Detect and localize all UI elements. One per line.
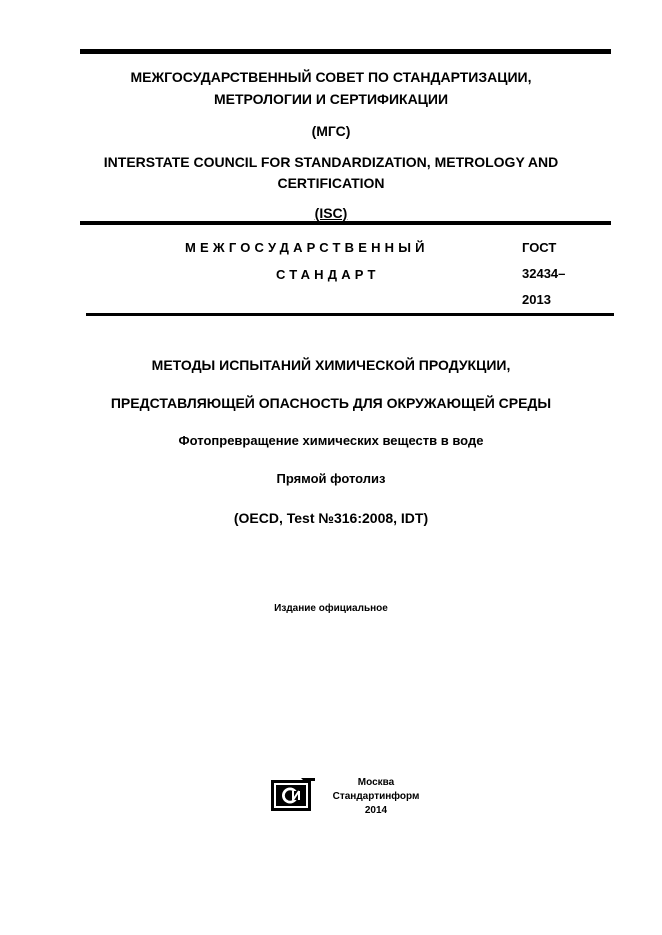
- council-name-en-line1: INTERSTATE COUNCIL FOR STANDARDIZATION, METROLOGY AND: [103, 154, 559, 170]
- publisher-year: 2014: [364, 805, 388, 816]
- publisher-name: Стандартинформ: [332, 791, 420, 802]
- document-title-line2: ПРЕДСТАВЛЯЮЩЕЙ ОПАСНОСТЬ ДЛЯ ОКРУЖАЮЩЕЙ СРЕДЫ: [110, 395, 552, 411]
- standard-type-line1: МЕЖГОСУДАРСТВЕННЫЙ: [185, 240, 429, 255]
- gost-year: 2013: [522, 292, 551, 307]
- bottom-rule: [86, 313, 614, 316]
- council-name-ru-line1: МЕЖГОСУДАРСТВЕННЫЙ СОВЕТ ПО СТАНДАРТИЗАЦИИ,: [130, 69, 532, 85]
- document-subtitle-2: Прямой фотолиз: [276, 471, 386, 486]
- gost-number: 32434–: [522, 266, 566, 281]
- publisher-city: Москва: [357, 777, 395, 788]
- middle-rule: [80, 221, 611, 225]
- council-name-ru-line2: МЕТРОЛОГИИ И СЕРТИФИКАЦИИ: [213, 91, 449, 107]
- document-title-line1: МЕТОДЫ ИСПЫТАНИЙ ХИМИЧЕСКОЙ ПРОДУКЦИИ,: [151, 357, 511, 373]
- standard-type-line2: СТАНДАРТ: [276, 267, 380, 282]
- council-abbr-ru: (МГС): [311, 123, 351, 139]
- top-rule: [80, 49, 611, 54]
- council-name-en-line2: CERTIFICATION: [277, 175, 385, 191]
- identity-reference: (OECD, Test №316:2008, IDT): [233, 510, 429, 526]
- council-abbr-en: (ISC): [314, 205, 348, 221]
- document-subtitle-1: Фотопревращение химических веществ в воде: [178, 433, 484, 448]
- standartinform-logo-icon: [271, 778, 315, 812]
- gost-label: ГОСТ: [522, 240, 557, 255]
- edition-note: Издание официальное: [274, 603, 388, 614]
